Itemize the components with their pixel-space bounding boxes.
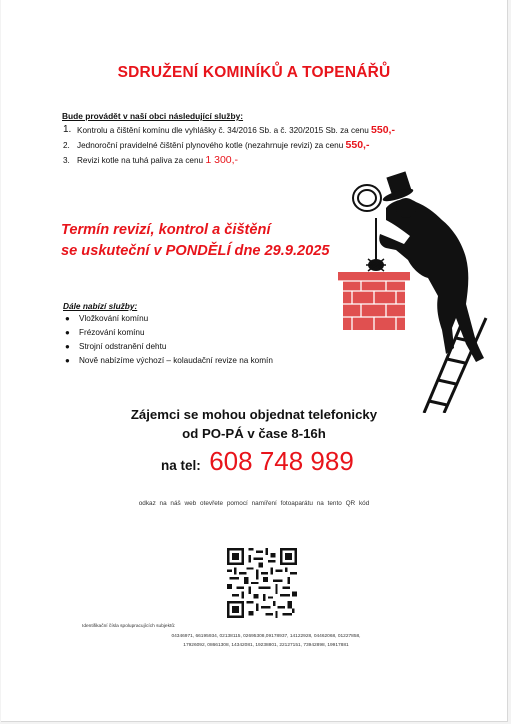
bullet-icon: ● — [65, 314, 70, 323]
sweep-head-icon — [396, 198, 416, 218]
service-text: Revizi kotle na tuhá paliva za cenu — [77, 156, 206, 165]
ids-line-1: 04346971, 66195934, 02138115, 02695308,09178937, 14122928, 04462068, 01227858, — [171, 634, 361, 639]
qr-code-icon[interactable] — [223, 548, 301, 618]
flyer-page — [1, 0, 508, 722]
service-text: Jednoroční pravidelné čištění plynového kotle (nezahrnuje revizi) za cenu — [77, 141, 346, 150]
services-list — [63, 124, 395, 169]
ladder-icon — [424, 313, 486, 413]
list-item: ● Strojní odstranění dehtu — [65, 342, 167, 351]
bullet-icon: ● — [65, 356, 70, 365]
list-item: ● Vložkování komínu — [65, 314, 149, 323]
bullet-icon: ● — [65, 328, 70, 337]
phone-label: na tel: — [161, 458, 201, 473]
bullet-icon: ● — [65, 342, 70, 351]
service-price: 550,- — [345, 139, 370, 151]
contact-line-2: od PO-PÁ v čase 8-16h — [182, 426, 326, 441]
service-text: Kontrolu a čištění komínu dle vyhlášky č. 34/2016 Sb. a č. 320/2015 Sb. za cenu — [77, 126, 372, 135]
additional-services-heading: Dále nabízí služby: — [63, 301, 138, 311]
rope-icon — [353, 185, 381, 211]
ids-list — [101, 632, 431, 650]
chimney-icon — [338, 272, 410, 330]
phone-number[interactable]: 608 748 989 — [209, 446, 354, 476]
page-title: SDRUŽENÍ KOMINÍKŮ A TOPENÁŘŮ — [117, 64, 391, 81]
service-price: 550,- — [371, 124, 395, 136]
service-item: 2. Jednoroční pravidelné čištění plynového kotle (nezahrnuje revizi) za cenu 550,- — [63, 139, 370, 151]
date-line-1: Termín revizí, kontrol a čištění — [61, 222, 271, 238]
qr-note: odkaz na náš web otevřete pomocí namíření fotoaparátu na tento QR kód — [138, 500, 370, 507]
list-item: ● Frézování komínu — [65, 328, 145, 337]
appointment-date — [61, 220, 329, 262]
list-item: ● Nově nabízíme výchozí – kolaudační revize na komín — [65, 356, 273, 365]
ids-line-2: 17926092, 08661308, 14342081, 19238801, 22127151, 73942898, 19917881 — [183, 643, 349, 648]
phone-line — [161, 446, 354, 477]
date-line-2: se uskuteční v PONDĚLÍ dne 29.9.2025 — [61, 243, 330, 259]
service-item: 1. Kontrolu a čištění komínu dle vyhlášky č. 34/2016 Sb. a č. 320/2015 Sb. za cenu 550,- — [63, 124, 395, 136]
service-price: 1 300,- — [205, 154, 239, 166]
service-item: 3. Revizi kotle na tuhá paliva za cenu 1 300,- — [63, 154, 239, 166]
additional-services-list — [65, 312, 273, 368]
chimney-sweep-illustration — [316, 168, 496, 413]
ids-label: Identifikační čísla spolupracujících subjektů: — [82, 624, 176, 629]
services-heading: Bude provádět v naší obci následující služby: — [62, 111, 244, 121]
contact-info — [1, 405, 507, 443]
contact-line-1: Zájemci se mohou objednat telefonicky — [130, 407, 378, 422]
